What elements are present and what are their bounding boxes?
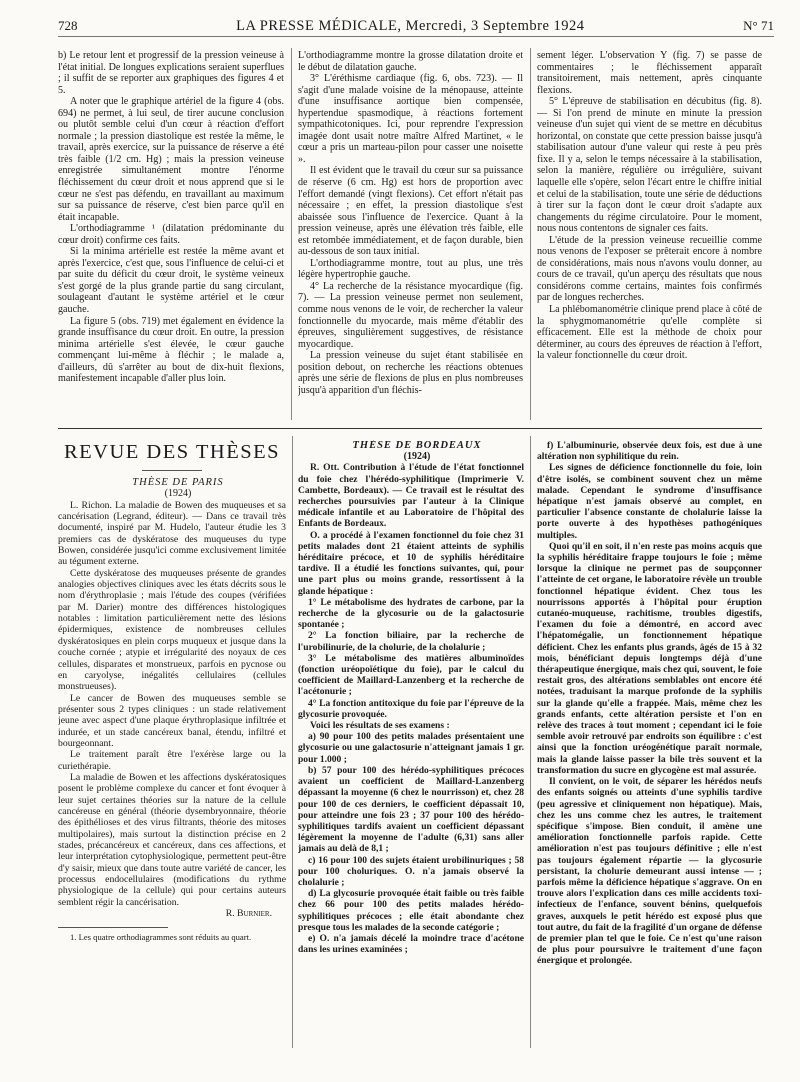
paragraph: Quoi qu'il en soit, il n'en reste pas moins acquis que la syphilis héréditaire frappe toujours le foie ; même lorsque la clinique ne permet pas de soupçonner l'atteinte de cet organe, le laboratoire révèle un trouble fonctionnel hépatique évident. Chez tous les nourrissons apportés à l'hôpital pour éruption cutanéo-muqueuse, rachitisme, troubles digestifs, l'examen du foie a démontré, en accord avec l'hépatomégalie, un fonctionnement hépatique déficient. Chez les enfants plus grands, âgés de 15 à 32 mois, bénéficiant depuis longtemps déjà d'une thérapeutique énergique, mais chez qui, souvent, le foie restait gros, des altérations semblables ont encore été notées, traduisant la marque profonde de la syphilis sur la glande qu'elle a frappée. Mais, même chez les grands enfants, cette altération persiste et l'on en relève des traces à tout moment ; cependant ici le foie semble avoir retrouvé par endroits son équilibre : c'est ainsi que la fonction uréogénétique paraît normale, mais la glande laisse passer la bile très souvent et la transformation du sucre en glycogène est mal assurée. [537, 540, 762, 776]
footnote-rule [58, 927, 168, 928]
title-rule [142, 470, 202, 471]
paragraph: Il convient, on le voit, de séparer les hérédos neufs des enfants soignés ou atteints d'une syphilis tardive (peu agressive et cliniquement non hépatique). Mais, chez les uns comme chez les autres, le traitement spécifique s'impose. Bien conduit, il amène une amélioration fonctionnelle parfois rapide. Cette amélioration n'est pas toujours définitive ; elle n'est pas toujours également répartie — la glycosurie persistant, la cholurie demeurant aussi intense — ; parfois même la déficience hépatique s'aggrave. On en trouve alors l'explication dans ces mille accidents toxi-infectieux de l'enfance, souvent bénins, quelquefois graves, auxquels le petit hérédo est exposé plus que tout autre, du fait de la fragilité d'un organe de défense de premier plan tel que le foie. Ce n'est qu'une raison de plus pour poursuivre le traitement d'une façon énergique et prolongée. [537, 776, 762, 967]
paragraph: La figure 5 (obs. 719) met également en évidence la grande insuffisance du cœur droit. En outre, la pression minima artérielle s'est élevée, le cœur gauche commençant lui-même à fléchir ; le malade a, d'ailleurs, dû s'arrêter au bout de dix-huit flexions, manifestement incapable d'aller plus loin. [58, 315, 284, 385]
paragraph: O. a procédé à l'examen fonctionnel du foie chez 31 petits malades dont 21 étaient atteints de syphilis héréditaire précoce, et 10 de syphilis héréditaire tardive. Il a étudié les fonctions suivantes, qui, pour une part plus ou moins grande, ressortissent à la glande hépatique : [298, 529, 524, 597]
paragraph: Si la minima artérielle est restée la même avant et après l'exercice, c'est que, sous l'influence de celui-ci et par suite du déficit du cœur droit, le système veineux s'est gorgé de la plus grande partie du sang circulant, soulageant d'autant le système artériel et le cœur gauche. [58, 246, 284, 316]
section-title: REVUE DES THÈSES [63, 441, 281, 463]
paragraph: 3° L'éréthisme cardiaque (fig. 6, obs. 723). — Il s'agit d'une malade voisine de la ménopause, atteinte d'une insuffisance aortique bien compensée, hypertendue spasmodique, à réactions fortement sympathicotoniques. Ici, pour reprendre l'expression imagée dont usait notre maître Alfred Martinet, « le cœur a pris un marteau-pilon pour casser une noisette ». [298, 73, 523, 165]
paragraph: b) 57 pour 100 des hérédo-syphilitiques précoces avaient un coefficient de Maillard-Lanzenberg dépassant la moyenne (6 chez le nourrisson) et, chez 28 pour 100 de ces derniers, le coefficient dépassait 10, pour atteindre une fois 23 ; 37 pour 100 des hérédo-syphilitiques tardifs avaient un coefficient dépassant légèrement la moyenne de l'adulte (6,31) sans aller jamais au delà de 8,1 ; [298, 764, 524, 855]
paragraph: Cette dyskératose des muqueuses présente de grandes analogies objectives cliniques avec les états décrits sous le nom d'érythroplasie ; mais l'étude des coupes (vérifiées par M. Darier) montre des différences histologiques notables : limitation particulièrement nette des lésions épidermiques, existence de nombreuses cellules dyskératosiques en plein corps muqueux et jusque dans la couche cornée ; atypie et irrégularité des noyaux de ces cellules, disparates et monstrueux, parfois en pycnose ou en caryolyse, inégalités cellulaires (cellules monstrueuses). [58, 567, 286, 693]
subsection-year: (1924) [403, 451, 431, 463]
paragraph: L'orthodiagramme montre la grosse dilatation droite et le début de dilatation gauche. [298, 50, 523, 73]
paragraph: sement léger. L'observation Y (fig. 7) se passe de commentaires ; le fléchissement apparaît transitoirement, mais nettement, après cinquante flexions. [537, 50, 762, 96]
page-number: 728 [58, 18, 78, 33]
column-divider [292, 436, 293, 1048]
paragraph: A noter que le graphique artériel de la figure 4 (obs. 694) ne permet, à lui seul, de tirer aucune conclusion ou plutôt semble celui d'un cœur à réaction d'effort normale ; la pression diastolique est restée la même, le travail, après exercice, sur la puissance de réserve a été très faible (1/2 cm. Hg) ; mais la pression veineuse enregistrée simultanément montre l'énorme fléchissement du cœur droit et nous apprend que si le cœur ne s'est pas défendu, en travaillant au maximum sur sa puissance de réserve, c'est bien parce qu'il en était incapable. [58, 96, 284, 223]
column-divider [530, 48, 531, 420]
column-divider [291, 48, 292, 420]
subsection-title: THÈSE DE BORDEAUX [352, 440, 482, 451]
paragraph: 5° L'épreuve de stabilisation en décubitus (fig. 8). — Si l'on prend de minute en minute la pression veineuse d'un sujet qui vient de se mettre en décubitus horizontal, on constate que cette pression baisse jusqu'à stabilisation autour d'une valeur qui reste à peu près fixe. Il y a, selon le temps nécessaire à la stabilisation, selon la manière, régulière ou irrégulière, suivant laquelle elle s'opère, selon l'écart entre le chiffre initial et celui de la stabilisation, toute une série de déductions à tirer sur la façon dont le cœur droit s'adapte aux changements du régime circulatoire. Pour le moment, nous nous contentons de signaler ces faits. [537, 96, 762, 235]
reviews-column-3 [537, 440, 762, 1048]
paragraph: Il est évident que le travail du cœur sur sa puissance de réserve (6 cm. Hg) est hors de proportion avec l'effort demandé (vingt flexions). Cet effort n'était pas nécessaire ; en effet, la pression diastolique s'est abaissée sous l'influence de l'exercice. Quant à la pression veineuse, après une élévation très faible, elle est retombée immédiatement, et de façon durable, bien au-dessous de son taux initial. [298, 165, 523, 258]
paragraph: R. Ott. Contribution à l'étude de l'état fonctionnel du foie chez l'hérédo-syphilitique (Imprimerie V. Cambette, Bordeaux). — Ce travail est le résultat des recherches poursuivies par l'auteur à la Clinique médicale infantile et au Laboratoire de l'hôpital des Enfants de Bordeaux. [298, 462, 524, 530]
journal-title: LA PRESSE MÉDICALE, Mercredi, 3 Septembre 1924 [236, 18, 585, 34]
paragraph: La pression veineuse du sujet étant stabilisée en position debout, on recherche les réactions obtenues après une série de flexions de plus en plus nombreuses jusqu'à apparition d'un fléchis- [298, 350, 523, 396]
paragraph: 2° La fonction biliaire, par la recherche de l'urobilinurie, de la cholurie, de la cholalurie ; [298, 630, 524, 653]
article-column-3 [537, 50, 762, 420]
paragraph: La maladie de Bowen et les affections dyskératosiques posent le problème complexe du cancer et font évoquer à leur sujet certaines théories sur la nature de la cellule cancéreuse en général (théorie dysembryonnaire, théorie des épithélioses et des virus filtrants, théorie des mitoses multipolaires), mais surtout la distinction précise en 2 stades, précancéreux et cancéreux, dans ces affections, et leur interprétation cytophysiologique, permettent peut-être d'y saisir, mieux que dans toute autre variété de cancer, les processus endocellulaires (modifications du rythme physiologique de la cellule) qui pour certains auteurs semblent régir la cancérisation. [58, 771, 286, 908]
paragraph: L'orthodiagramme montre, tout au plus, une très légère hypertrophie gauche. [298, 257, 523, 281]
article-column-1 [58, 50, 284, 420]
issue-number: N° 71 [743, 18, 774, 33]
paragraph: e) O. n'a jamais décelé la moindre trace d'acétone dans les urines examinées ; [298, 932, 524, 956]
paragraph: b) Le retour lent et progressif de la pression veineuse à l'état initial. De longues explications seraient superflues ; il suffit de se reporter aux graphiques des figures 4 et 5. [58, 50, 284, 96]
column-divider [530, 436, 531, 1048]
paragraph: L'orthodiagramme ¹ (dilatation prédominante du cœur droit) confirme ces faits. [58, 223, 284, 246]
paragraph: Les signes de déficience fonctionnelle du foie, loin d'être isolés, se combinent souvent chez un même malade. Cependant le syndrome d'insuffisance hépatique n'est jamais observé au complet, en particulier l'absence constante de cholalurie laisse la porte ouverte à des hypothèses pathogéniques multiples. [537, 462, 762, 541]
paragraph: f) L'albuminurie, observée deux fois, est due à une altération non syphilitique du rein. [537, 440, 762, 463]
section-divider [58, 428, 762, 429]
paragraph: La phlébomanométrie clinique prend place à côté de la sphygmomanométrie qu'elle complète si efficacement. Elle est la méthode de choix pour déterminer, au cours des épreuves de réaction à l'effort, la valeur fonctionnelle du cœur droit. [537, 304, 762, 362]
paragraph: 1° Le métabolisme des hydrates de carbone, par la recherche de la glycosurie ou de la galactosurie spontanée ; [298, 596, 524, 631]
subsection-year: (1924) [164, 488, 192, 500]
paragraph: d) La glycosurie provoquée était faible ou très faible chez 66 pour 100 des petits malades hérédo-syphilitiques précoces ; elle était abondante chez presque tous les malades de la seconde catégorie ; [298, 888, 524, 933]
page-header [58, 18, 774, 37]
subsection-title: THÈSE DE PARIS [132, 477, 224, 488]
paragraph: L. Richon. La maladie de Bowen des muqueuses et sa cancérisation (Legrand, éditeur). — Dans ce travail très documenté, inspiré par M. Hudelo, l'auteur étudie les 3 premiers cas de dyskératose des muqueuses du type Bowen, considérée jusqu'ici comme exclusivement limitée au tégument externe. [58, 499, 286, 568]
signature: R. Burnier. [225, 908, 272, 920]
paragraph: Le traitement paraît être l'exérèse large ou la curiethérapie. [58, 749, 286, 772]
paragraph: L'étude de la pression veineuse recueillie comme nous venons de l'exposer se prêterait encore à nombre de considérations, mais nous n'avons voulu donner, au cours de ce travail, qu'un aperçu des résultats que nous considérons comme certains, maintes fois confirmés par de longues recherches. [537, 234, 762, 304]
footnote: 1. Les quatre orthodiagrammes sont réduits au quart. [70, 932, 252, 943]
paragraph: 4° La fonction antitoxique du foie par l'épreuve de la glycosurie provoquée. [298, 697, 524, 720]
paragraph: c) 16 pour 100 des sujets étaient urobilinuriques ; 58 pour 100 choluriques. O. n'a jamais observé la cholalurie ; [298, 854, 524, 888]
paragraph: 4° La recherche de la résistance myocardique (fig. 7). — La pression veineuse permet non seulement, comme nous venons de le voir, de rechercher la valeur fonctionnelle du myocarde, mais même d'établir des épreuves, singulièrement suggestives, de résistance myocardique. [298, 280, 523, 350]
paragraph: Le cancer de Bowen des muqueuses semble se présenter sous 2 types cliniques : un stade relativement jeune avec aspect d'une plaque érythroplasique infiltrée et indurée, et un stade cancéreux banal, étendu, infiltré et bourgeonnant. [58, 692, 286, 749]
article-column-2 [298, 50, 523, 420]
paragraph: Voici les résultats de ses examens : [310, 720, 450, 732]
reviews-column-1 [58, 436, 286, 1048]
paragraph: 3° Le métabolisme des matières albuminoïdes (fonction uréopoïétique du foie), par le calcul du coefficient de Maillard-Lanzenberg et la recherche de l'acétonurie ; [298, 652, 524, 698]
paragraph: a) 90 pour 100 des petits malades présentaient une glycosurie ou une galactosurie n'atteignant jamais 1 gr. pour 1.000 ; [298, 731, 524, 765]
reviews-column-2 [298, 440, 524, 1048]
